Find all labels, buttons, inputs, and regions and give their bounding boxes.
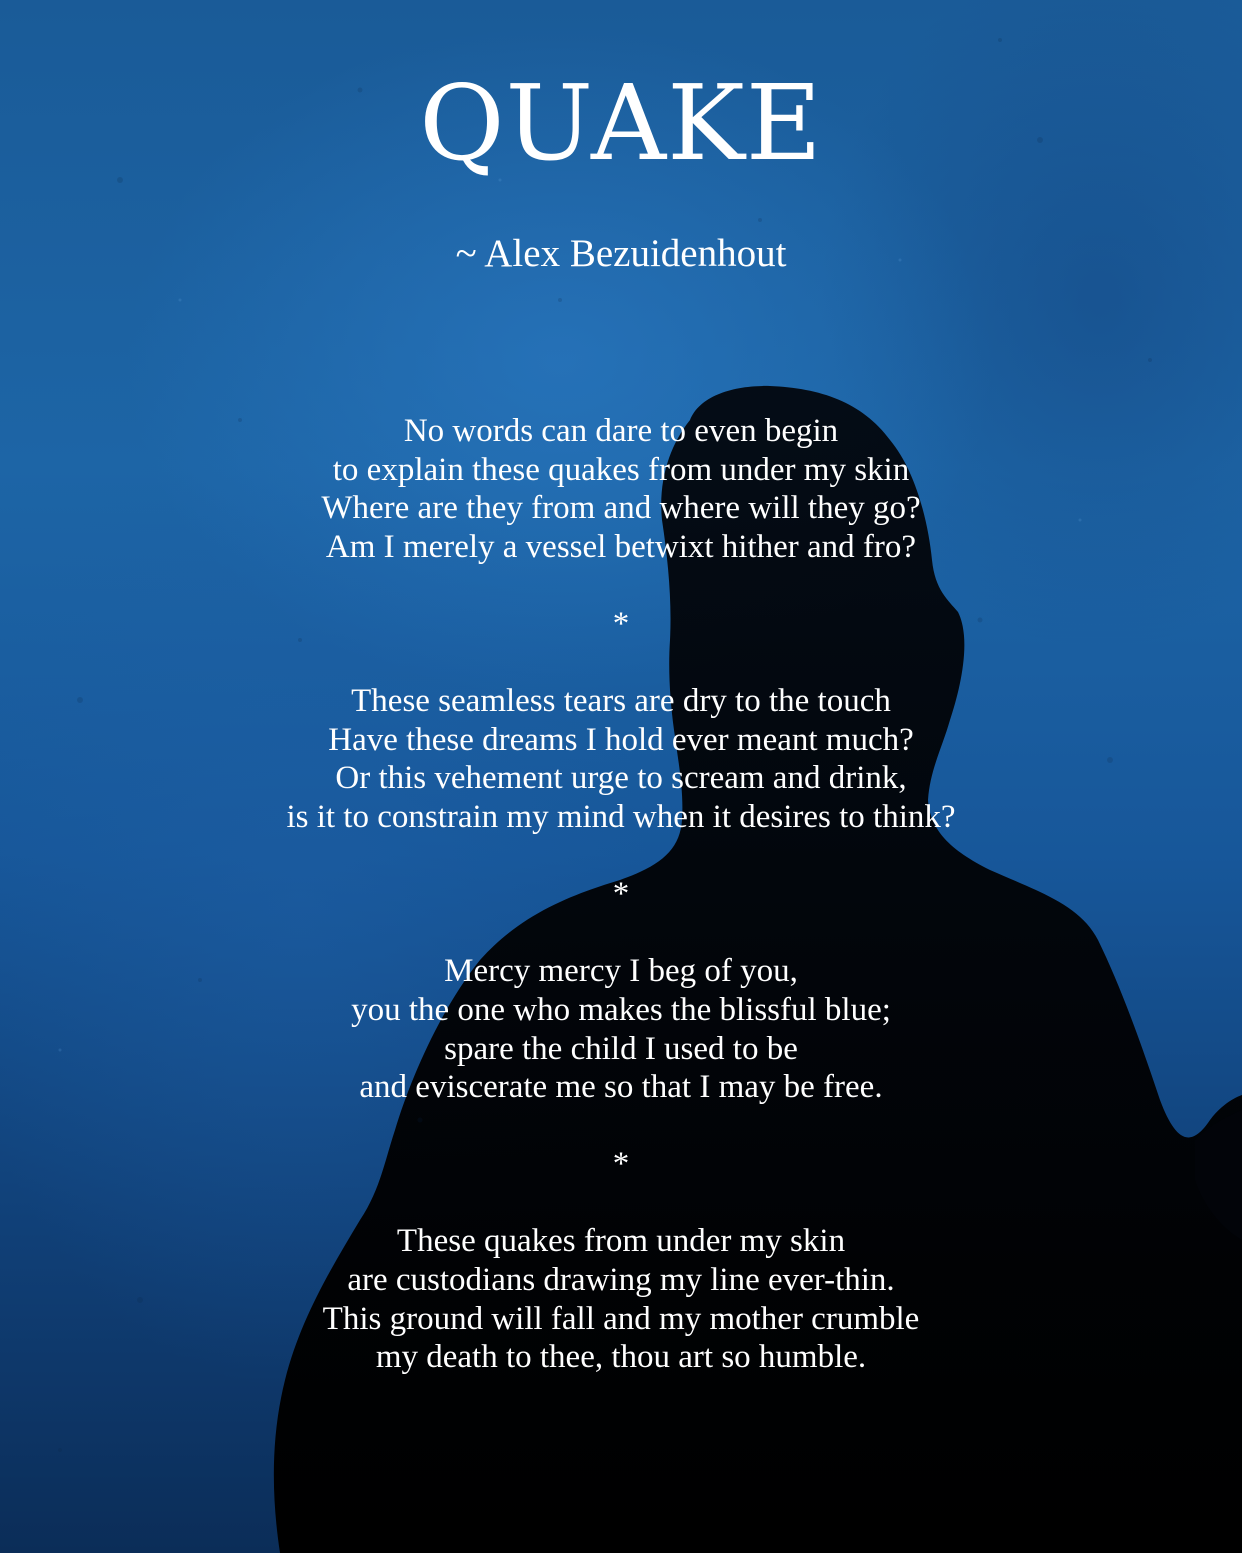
poem-line: is it to constrain my mind when it desires to think? (286, 798, 956, 835)
poem-author: ~ Alex Bezuidenhout (455, 232, 787, 275)
stanza-divider: * (612, 1146, 630, 1183)
poem-title: QUAKE (419, 62, 823, 184)
poem-line: Or this vehement urge to scream and drink, (335, 760, 907, 797)
poem-line: Have these dreams I hold ever meant much? (328, 721, 914, 758)
poem-line: my death to thee, thou art so humble. (375, 1339, 867, 1376)
poem-line: Where are they from and where will they go? (321, 490, 921, 527)
stanza-3 (0, 952, 1242, 1106)
stanza-4 (0, 1222, 1242, 1376)
poem-line: you the one who makes the blissful blue; (351, 991, 891, 1028)
stanza-divider: * (612, 876, 630, 913)
stanza-1 (0, 412, 1242, 566)
poem-line: are custodians drawing my line ever-thin. (347, 1262, 895, 1299)
poem-line: Mercy mercy I beg of you, (444, 953, 798, 990)
poem-line: to explain these quakes from under my skin (332, 451, 910, 488)
poem-body (0, 412, 1242, 1377)
poem-line: and eviscerate me so that I may be free. (359, 1069, 883, 1106)
poem-line: This ground will fall and my mother crumble (322, 1300, 920, 1337)
poem-line: No words can dare to even begin (403, 413, 839, 449)
poem-line: spare the child I used to be (444, 1030, 798, 1067)
poem-line: These quakes from under my skin (396, 1223, 846, 1260)
poem-line: These seamless tears are dry to the touch (351, 683, 891, 720)
stanza-2 (0, 682, 1242, 836)
poem-line: Am I merely a vessel betwixt hither and fro? (325, 528, 917, 565)
stanza-divider: * (612, 605, 630, 642)
